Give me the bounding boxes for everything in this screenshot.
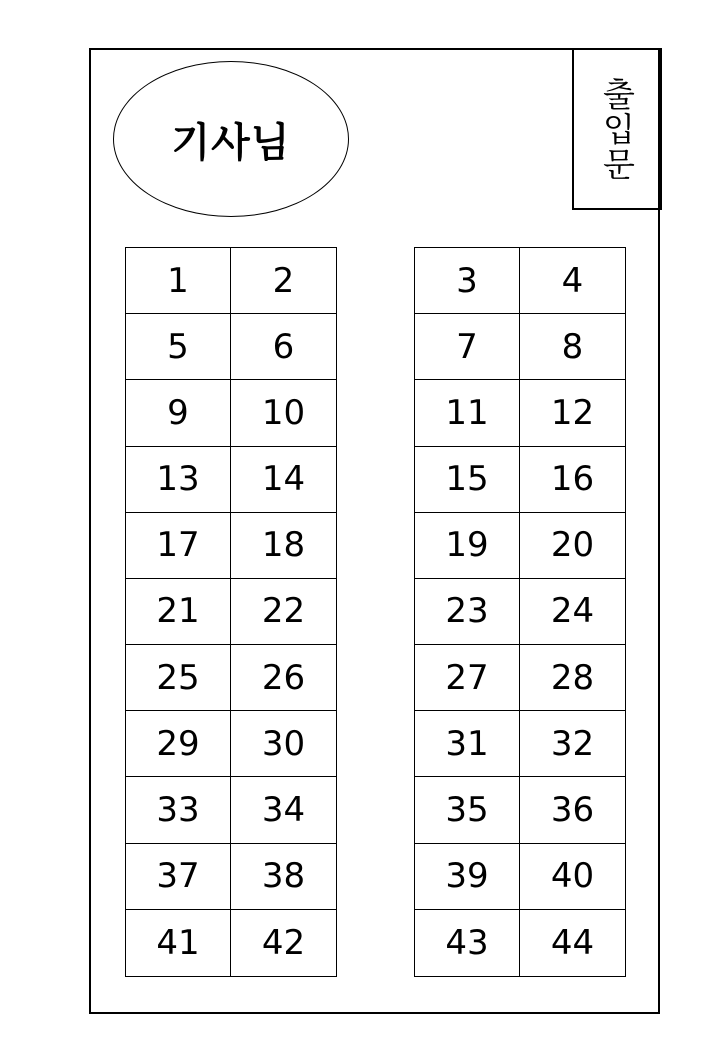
seat-23: 23 [415, 579, 520, 645]
seat-17: 17 [126, 513, 231, 579]
seat-7: 7 [415, 314, 520, 380]
door-label: 출입문 [597, 76, 637, 182]
seat-18: 18 [231, 513, 336, 579]
seat-24: 24 [520, 579, 625, 645]
seat-15: 15 [415, 447, 520, 513]
seat-1: 1 [126, 248, 231, 314]
seat-35: 35 [415, 777, 520, 843]
seat-6: 6 [231, 314, 336, 380]
seat-3: 3 [415, 248, 520, 314]
right-seat-block [414, 247, 626, 977]
seat-20: 20 [520, 513, 625, 579]
seat-41: 41 [126, 910, 231, 976]
seat-2: 2 [231, 248, 336, 314]
seat-40: 40 [520, 844, 625, 910]
seat-31: 31 [415, 711, 520, 777]
seat-8: 8 [520, 314, 625, 380]
seat-42: 42 [261, 922, 306, 963]
seat-32: 32 [520, 711, 625, 777]
seat-30: 30 [231, 711, 336, 777]
left-seat-block [125, 247, 337, 977]
entrance-door [572, 48, 662, 210]
seat-44: 44 [550, 922, 595, 963]
seat-27: 27 [415, 645, 520, 711]
seat-13: 13 [126, 447, 231, 513]
seat-25: 25 [126, 645, 231, 711]
driver-seat [113, 61, 349, 217]
seat-14: 14 [231, 447, 336, 513]
seat-36: 36 [520, 777, 625, 843]
seat-33: 33 [126, 777, 231, 843]
seat-19: 19 [415, 513, 520, 579]
seat-5: 5 [126, 314, 231, 380]
seat-26: 26 [231, 645, 336, 711]
seat-29: 29 [126, 711, 231, 777]
seat-28: 28 [520, 645, 625, 711]
seat-39: 39 [415, 844, 520, 910]
seat-9: 9 [126, 380, 231, 446]
seat-12: 12 [520, 380, 625, 446]
seat-22: 22 [231, 579, 336, 645]
seat-37: 37 [126, 844, 231, 910]
seat-11: 11 [415, 380, 520, 446]
seat-16: 16 [520, 447, 625, 513]
seat-34: 34 [231, 777, 336, 843]
seat-43: 43 [415, 910, 520, 976]
driver-label: 기사님 [171, 119, 291, 166]
seat-38: 38 [231, 844, 336, 910]
seat-21: 21 [126, 579, 231, 645]
seat-10: 10 [231, 380, 336, 446]
seat-4: 4 [520, 248, 625, 314]
